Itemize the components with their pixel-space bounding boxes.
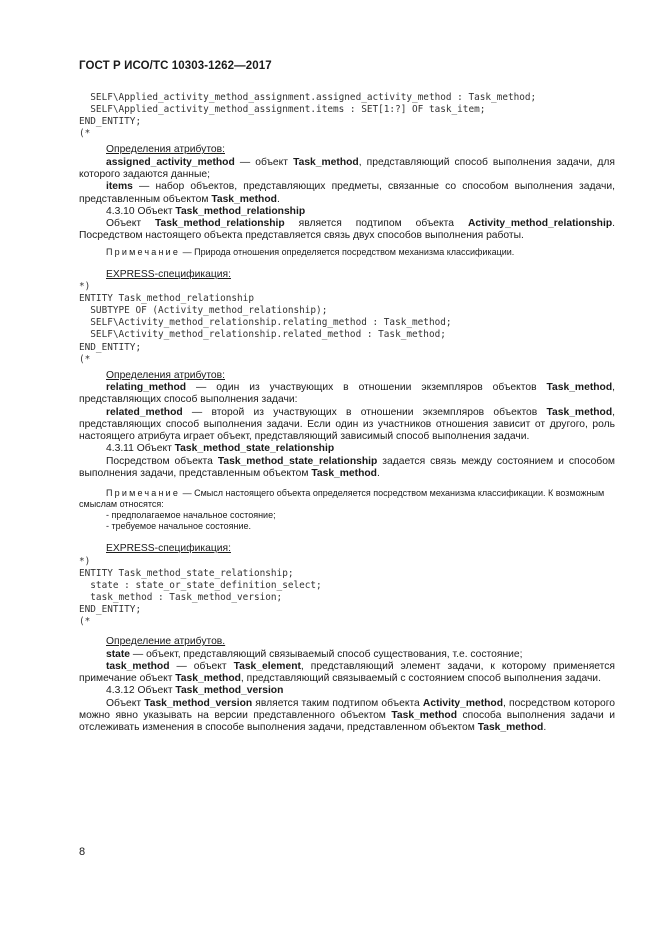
code-line: END_ENTITY; [79,604,142,616]
code-line: (* [79,616,91,628]
attribute-definition: items — набор объектов, представляющих предметы, связанные со способом выполнения задачи, представленным объектом Task_method. [79,181,615,205]
section-heading: 4.3.11 Объект Task_method_state_relationship [106,443,335,455]
note: Примечание — Природа отношения определяется посредством механизма классификации. [106,246,515,257]
code-line: SELF\Activity_method_relationship.relating_method : Task_method; [79,317,452,329]
attributes-heading: Определения атрибутов: [106,369,225,381]
express-heading: EXPRESS-спецификация: [106,268,231,280]
note-list-item: - предполагаемое начальное состояние; [106,510,276,521]
note: Примечание — Смысл настоящего объекта определяется посредством механизма классификации. К возможным смыслам относятся: [79,488,605,510]
attribute-definition: state — объект, представляющий связываемый способ существования, т.е. состояние; [106,648,523,660]
section-paragraph: Объект Task_method_version является таким подтипом объекта Activity_method, посредством которого можно явно указывать на версии представленного объектом Task_method способа выполнения задачи и отслеживать изменения в способе выполнения задачи, представленном объектом Task_method. [79,697,615,734]
attribute-definition: assigned_activity_method — объект Task_method, представляющий способ выполнения задачи, для которого задаются данные; [79,156,615,180]
code-line: SELF\Applied_activity_method_assignment.assigned_activity_method : Task_method; [79,92,537,103]
attributes-heading: Определения атрибутов: [106,144,225,156]
code-line: ENTITY Task_method_relationship [79,293,254,305]
code-line: SUBTYPE OF (Activity_method_relationship); [79,305,328,317]
document-body [79,92,615,735]
note-list-item: - требуемое начальное состояние. [106,521,251,532]
page-number: 8 [79,846,86,858]
code-line: SELF\Applied_activity_method_assignment.items : SET[1:?] OF task_item; [79,104,486,116]
code-line: (* [79,353,91,365]
code-line: task_method : Task_method_version; [79,591,283,603]
code-line: END_ENTITY; [79,341,142,353]
code-line: (* [79,128,91,140]
code-line: *) [79,281,91,293]
express-heading: EXPRESS-спецификация: [106,543,231,555]
attribute-definition: task_method — объект Task_element, представляющий элемент задачи, к которому применяется примечание объект Task_method, представляющий связываемый с состоянием способ выполнения задачи. [79,660,615,685]
code-line: END_ENTITY; [79,116,142,128]
code-line: SELF\Activity_method_relationship.related_method : Task_method; [79,329,446,341]
code-line: state : state_or_state_definition_select; [79,579,322,591]
attributes-heading: Определение атрибутов. [106,636,226,648]
section-heading: 4.3.12 Объект Task_method_version [106,685,284,697]
document-header: ГОСТ Р ИСО/ТС 10303-1262—2017 [79,60,272,72]
section-paragraph: Посредством объекта Task_method_state_relationship задается связь между состоянием и способом выполнения задачи, представленным объектом Task_method. [79,455,616,480]
code-line: ENTITY Task_method_state_relationship; [79,567,294,579]
attribute-definition: relating_method — один из участвующих в отношении экземпляров объектов Task_method, представляющих способ выполнения задачи: [79,382,615,406]
section-paragraph: Объект Task_method_relationship является подтипом объекта Activity_method_relationship. Посредством настоящего объекта представляется связь двух способов выполнения работы. [79,218,615,242]
code-line: *) [79,555,91,567]
attribute-definition: related_method — второй из участвующих в отношении экземпляров объектов Task_method, представляющих способ выполнения задачи. Если один из участников отношения зависит от другого, роль настоящего атрибута играет объект, представляющий зависимый способ выполнения задачи. [79,406,615,443]
section-heading: 4.3.10 Объект Task_method_relationship [106,205,306,217]
